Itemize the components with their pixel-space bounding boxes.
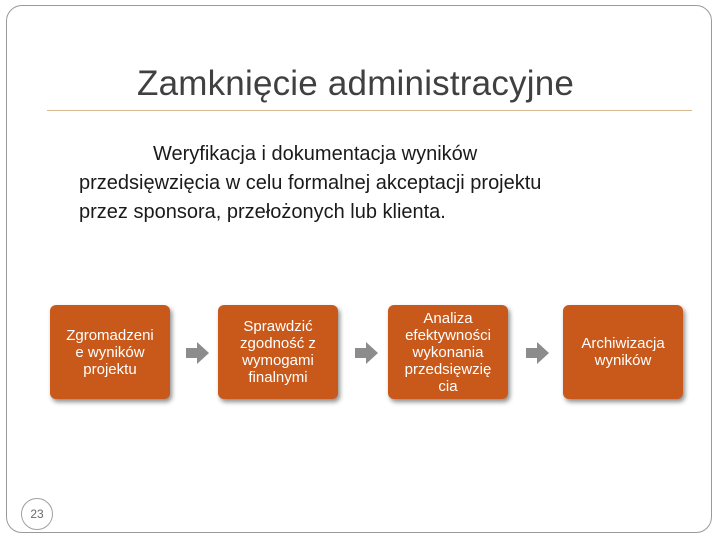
slide-title: Zamknięcie administracyjne [137,64,575,103]
step-label-line: Sprawdzić [243,318,313,335]
body-line: przez sponsora, przełożonych lub klienta. [79,201,446,223]
body-line: Weryfikacja i dokumentacja wyników [153,143,478,165]
title-divider [47,110,692,111]
step-label-line: wymogami [242,352,314,369]
step-label-line: Zgromadzeni [66,326,154,344]
step-label-line: finalnymi [248,369,308,386]
body-line: przedsięwzięcia w celu formalnej akceptacji projektu [79,172,542,194]
step-label-line: wykonania [412,343,484,361]
process-step-efficiency-analysis [388,305,508,399]
page-number-badge: 23 [21,498,53,530]
step-label-line: Archiwizacja [581,335,665,352]
step-label-line: przedsięwzię [404,360,492,378]
right-arrow-icon [355,341,379,365]
step-label-line: cia [438,377,458,395]
slide-frame [6,5,712,533]
step-label-line: efektywności [405,326,491,344]
slide-body-text [79,140,699,227]
process-step-collect-results [50,305,170,399]
right-arrow-icon [186,341,210,365]
step-label-line: zgodność z [240,335,316,352]
right-arrow-icon [526,341,550,365]
process-step-archive-results [563,305,683,399]
step-label-line: Analiza [423,309,473,327]
process-step-check-requirements [218,305,338,399]
step-label-line: e wyników [75,343,145,361]
step-label-line: wyników [594,352,652,369]
step-label-line: projektu [83,360,137,378]
